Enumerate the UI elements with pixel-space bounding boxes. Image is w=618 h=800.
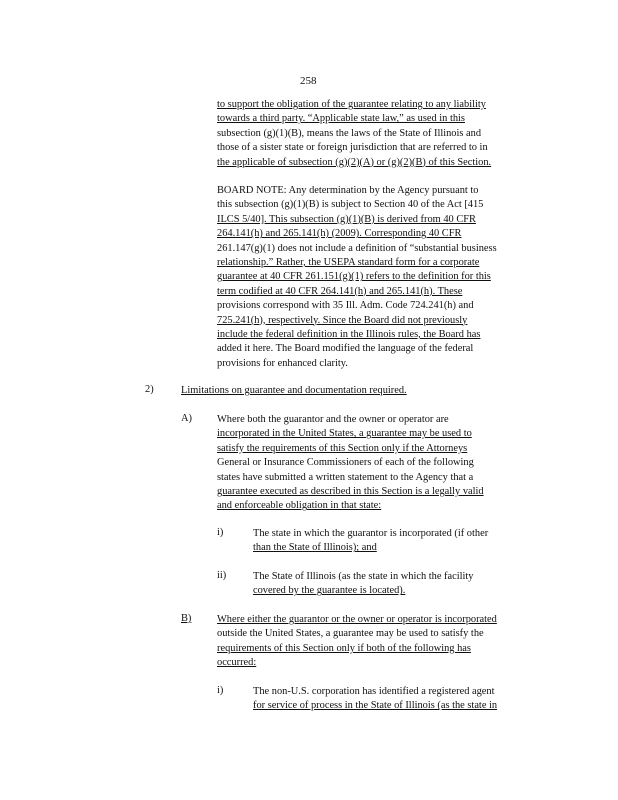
text-line: 264.141(h) and 265.141(h) (2009). Corresponding 40 CFR: [217, 228, 462, 240]
page-number: 258: [300, 75, 317, 87]
text-line: covered by the guarantee is located).: [253, 585, 406, 597]
text-line: added it here. The Board modified the language of the federal: [217, 343, 474, 355]
text-line: provisions for enhanced clarity.: [217, 357, 348, 369]
subsection-g1b-continuation: [217, 98, 537, 170]
text-line: Where both the guarantor and the owner or operator are: [217, 414, 449, 425]
text-line: satisfy the requirements of this Section only if the Attorneys: [217, 442, 468, 454]
item-2-heading: [181, 384, 407, 398]
text-line: The State of Illinois (as the state in which the facility: [253, 571, 474, 582]
text-line: requirements of this Section only if both of the following has: [217, 642, 471, 654]
text-line: those of a sister state or foreign jurisdiction that are referred to in: [217, 142, 488, 154]
text-line: term codified at 40 CFR 264.141(h) and 265.141(h). These: [217, 285, 463, 297]
item-b-i-label: i): [217, 685, 224, 696]
text-line: ILCS 5/40]. This subsection (g)(1)(B) is derived from 40 CFR: [217, 213, 476, 225]
text-line: The state in which the guarantor is incorporated (if other: [253, 528, 489, 539]
text-line: guarantee executed as described in this Section is a legally valid: [217, 485, 484, 497]
text-line: General or Insurance Commissioners of each of the following: [217, 457, 474, 469]
item-b-text: [217, 613, 542, 671]
item-a-i-text: [253, 527, 538, 556]
item-b-label: B): [181, 613, 192, 624]
item-a-ii-text: [253, 570, 538, 599]
text-line: Where either the guarantor or the owner or operator is incorporated: [217, 614, 497, 625]
item-a-i-label: i): [217, 527, 224, 538]
text-line: towards a third party. “Applicable state law,” as used in this: [217, 113, 465, 125]
item-a-ii-label: ii): [217, 570, 227, 581]
item-2-label: 2): [145, 384, 154, 395]
text-line: to support the obligation of the guarantee relating to any liability: [217, 99, 486, 110]
text-line: Limitations on guarantee and documentation required.: [181, 385, 407, 396]
text-line: subsection (g)(1)(B), means the laws of the State of Illinois and: [217, 127, 482, 139]
text-line: than the State of Illinois); and: [253, 542, 377, 554]
text-line: 725.241(h), respectively. Since the Board did not previously: [217, 314, 468, 326]
text-line: 261.147(g)(1) does not include a definition of “substantial business: [217, 242, 497, 254]
text-line: include the federal definition in the Illinois rules, the Board has: [217, 328, 481, 340]
text-line: guarantee at 40 CFR 261.151(g)(1) refers to the definition for this: [217, 271, 491, 283]
text-line: and enforceable obligation in that state:: [217, 500, 382, 512]
text-line: this subsection (g)(1)(B) is subject to Section 40 of the Act [415: [217, 199, 484, 211]
item-a-text: [217, 413, 537, 514]
text-line: for service of process in the State of Illinois (as the state in: [253, 700, 498, 712]
board-note: [217, 184, 537, 371]
text-line: incorporated in the United States, a guarantee may be used to: [217, 428, 472, 440]
text-line: BOARD NOTE: Any determination by the Agency pursuant to: [217, 185, 479, 196]
item-a-label: A): [181, 413, 192, 424]
text-line: states have submitted a written statement to the Agency that a: [217, 471, 474, 483]
text-line: relationship.” Rather, the USEPA standard form for a corporate: [217, 256, 480, 268]
text-line: provisions correspond with 35 Ill. Adm. Code 724.241(h) and: [217, 300, 474, 312]
text-line: outside the United States, a guarantee may be used to satisfy the: [217, 628, 484, 640]
text-line: The non-U.S. corporation has identified a registered agent: [253, 686, 495, 697]
item-b-i-text: [253, 685, 543, 714]
text-line: the applicable of subsection (g)(2)(A) or (g)(2)(B) of this Section.: [217, 156, 492, 168]
text-line: occurred:: [217, 657, 257, 669]
